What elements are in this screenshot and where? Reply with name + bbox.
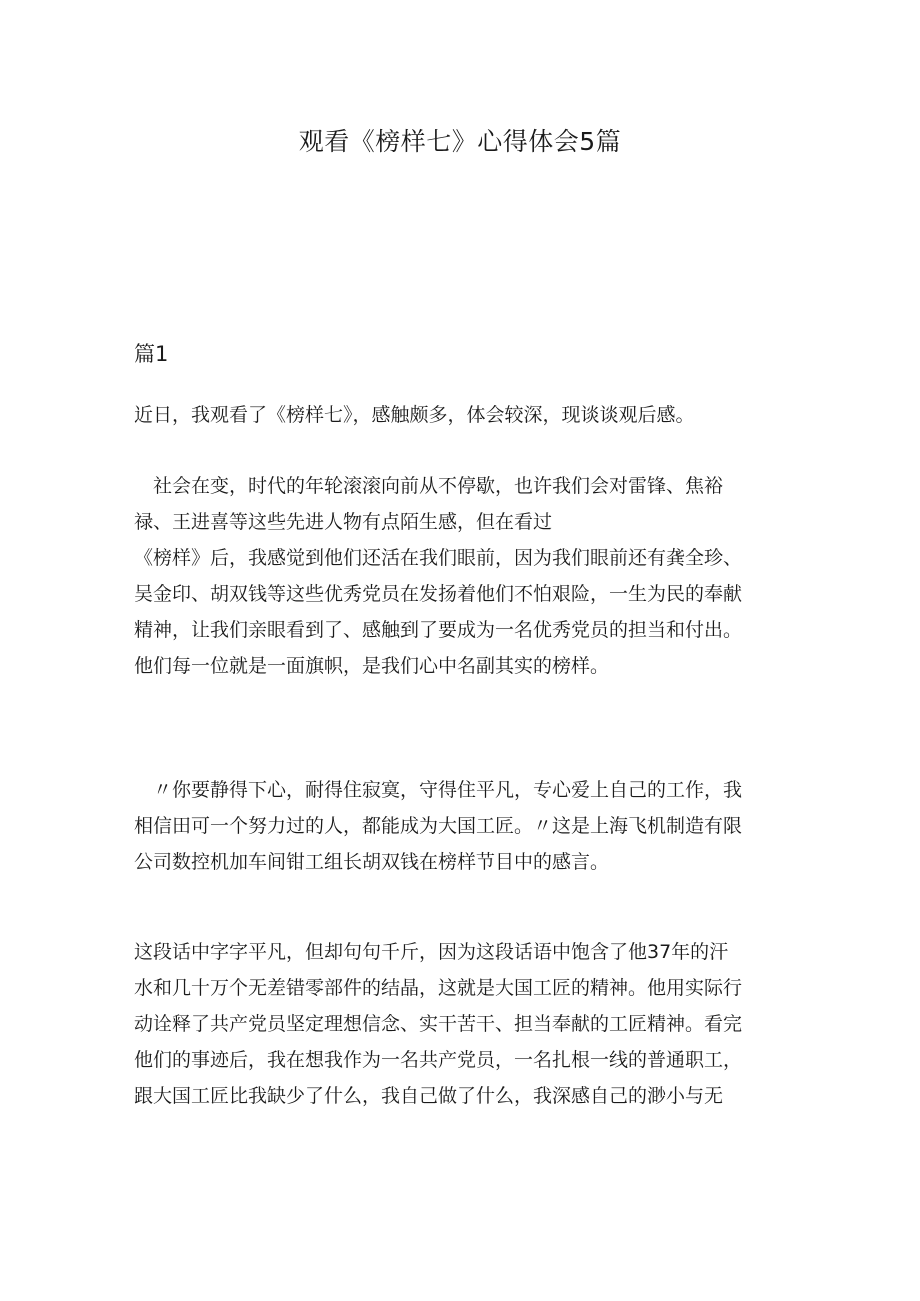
- text-line: 水和几十万个无差错零部件的结晶，这就是大国工匠的精神。他用实际行: [134, 977, 743, 999]
- text-line: 跟大国工匠比我缺少了什么，我自己做了什么，我深感自己的渺小与无: [134, 1085, 724, 1107]
- text-line: 《榜样》后，我感觉到他们还活在我们眼前，因为我们眼前还有龚全珍、: [134, 547, 743, 569]
- section-heading: 篇1: [134, 342, 169, 366]
- text-line: 他们的事迹后，我在想我作为一名共产党员，一名扎根一线的普通职工，: [134, 1049, 743, 1071]
- paragraph-4: [134, 934, 794, 1114]
- paragraph-3: [134, 772, 794, 880]
- document-title: 观看《榜样七》心得体会5篇: [298, 127, 622, 156]
- text-line: 近日，我观看了《榜样七》，感触颇多，体会较深，现谈谈观后感。: [134, 404, 695, 426]
- text-line: 禄、王进喜等这些先进人物有点陌生感，但在看过: [134, 511, 553, 533]
- text-line: 社会在变，时代的年轮滚滚向前从不停歇，也许我们会对雷锋、焦裕: [134, 475, 724, 497]
- text-line: 公司数控机加车间钳工组长胡双钱在榜样节目中的感言。: [134, 851, 610, 873]
- text-line: 精神，让我们亲眼看到了、感触到了要成为一名优秀党员的担当和付出。: [134, 619, 743, 641]
- paragraph-1: [134, 397, 794, 433]
- text-line: 他们每一位就是一面旗帜，是我们心中名副其实的榜样。: [134, 655, 610, 677]
- text-line: 相信田可一个努力过的人，都能成为大国工匠。〃这是上海飞机制造有限: [134, 815, 743, 837]
- paragraph-2: [134, 468, 794, 684]
- text-line: 〃你要静得下心，耐得住寂寞，守得住平凡，专心爱上自己的工作，我: [134, 779, 743, 801]
- text-line: 这段话中字字平凡，但却句句千斤，因为这段话语中饱含了他37年的汗: [134, 941, 729, 963]
- text-line: 吴金印、胡双钱等这些优秀党员在发扬着他们不怕艰险，一生为民的奉献: [134, 583, 743, 605]
- text-line: 动诠释了共产党员坚定理想信念、实干苦干、担当奉献的工匠精神。看完: [134, 1013, 743, 1035]
